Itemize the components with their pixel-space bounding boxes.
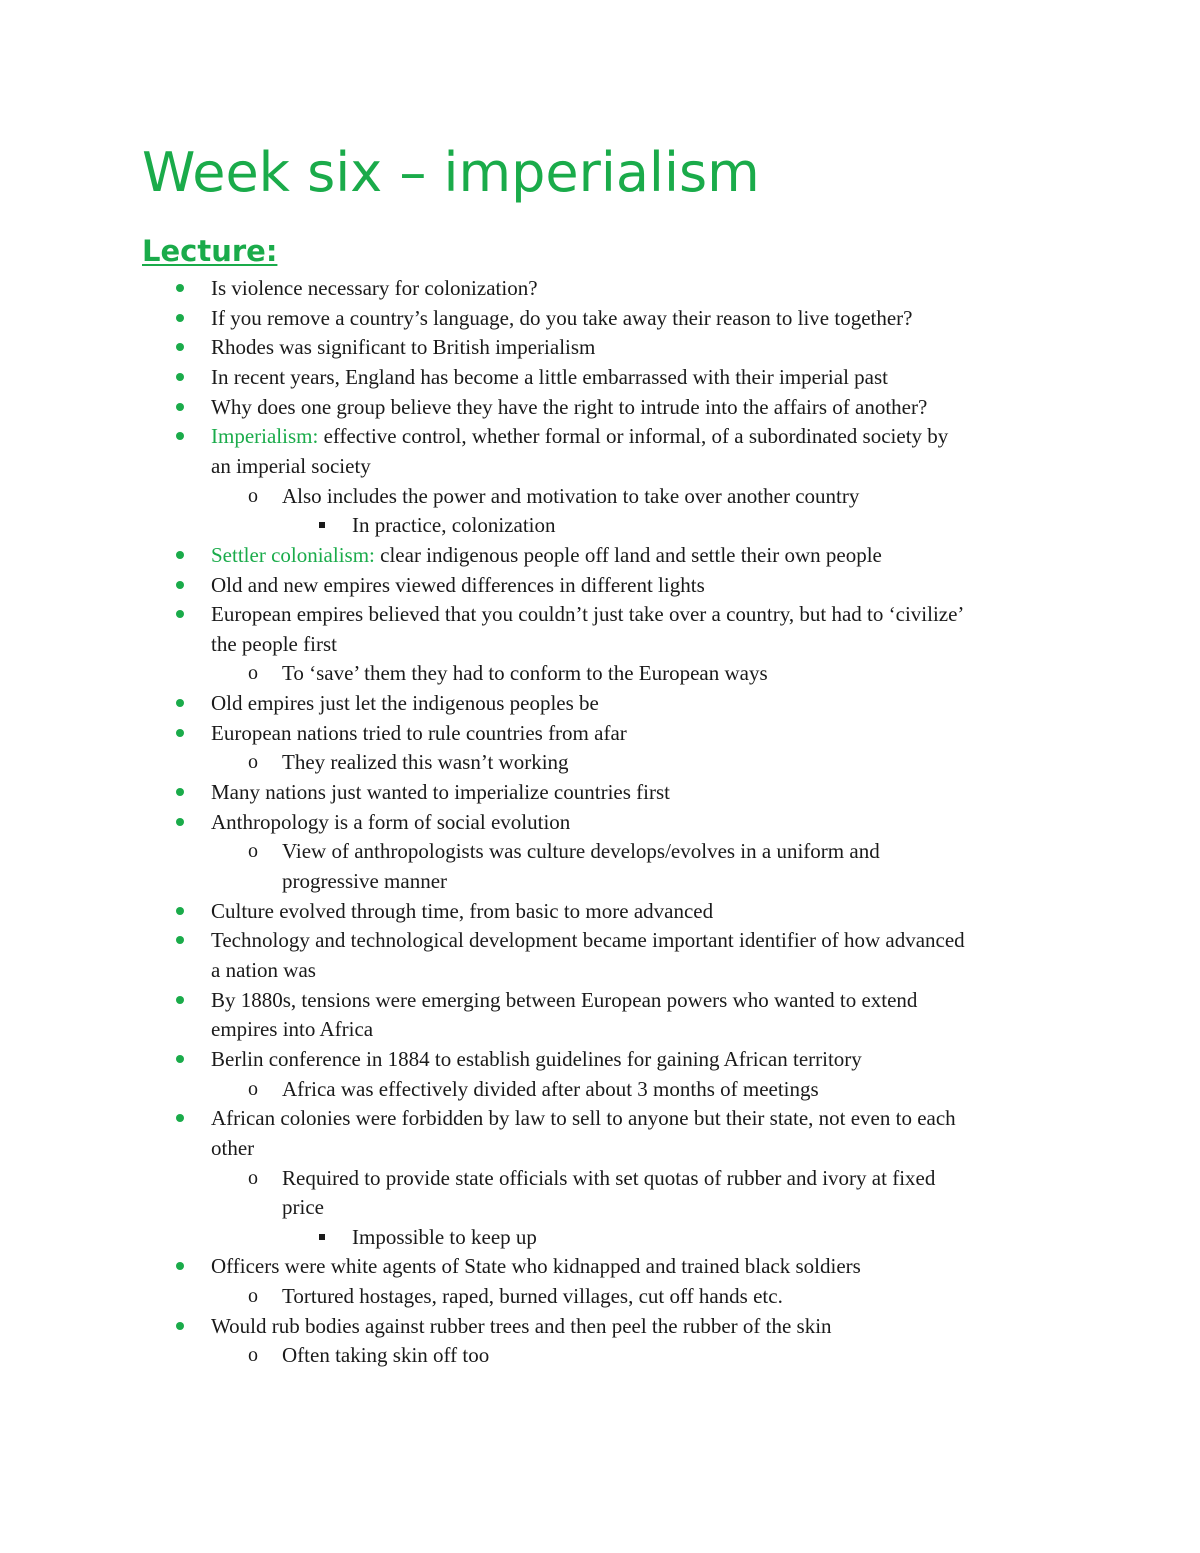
- list-item-text: Also includes the power and motivation to take over another country: [282, 483, 860, 508]
- bullet-circle-icon: o: [248, 662, 258, 685]
- list-item-text: African colonies were forbidden by law to sell to anyone but their state, not even to each: [211, 1106, 956, 1131]
- list-item: [211, 363, 888, 391]
- bullet-dot-icon: [176, 581, 184, 589]
- bullet-circle-icon: o: [248, 751, 258, 774]
- list-item: [211, 1312, 832, 1340]
- list-item: [211, 304, 913, 332]
- list-item-text: In recent years, England has become a little embarrassed with their imperial past: [211, 364, 888, 389]
- bullet-circle-icon: o: [248, 484, 258, 507]
- list-item: [282, 1164, 935, 1192]
- definition-term: Settler colonialism:: [211, 542, 375, 567]
- bullet-dot-icon: [176, 729, 184, 737]
- bullet-square-icon: [319, 1234, 325, 1240]
- page-title: Week six – imperialism: [142, 141, 760, 204]
- bullet-dot-icon: [176, 314, 184, 322]
- list-item-text: Many nations just wanted to imperialize countries first: [211, 780, 670, 805]
- bullet-dot-icon: [176, 551, 184, 559]
- list-item-continuation: a nation was: [211, 957, 316, 982]
- list-item: [211, 808, 570, 836]
- list-item: [211, 541, 882, 569]
- list-item-text: Berlin conference in 1884 to establish guidelines for gaining African territory: [211, 1046, 862, 1071]
- list-item-text: Is violence necessary for colonization?: [211, 276, 538, 300]
- list-item: [211, 897, 713, 925]
- bullet-dot-icon: [176, 818, 184, 826]
- list-item-text: Impossible to keep up: [352, 1224, 537, 1249]
- list-item: [211, 689, 599, 717]
- list-item: [282, 1282, 783, 1310]
- bullet-dot-icon: [176, 432, 184, 440]
- bullet-dot-icon: [176, 284, 184, 292]
- list-item-continuation: price: [282, 1195, 324, 1220]
- list-item-text: Technology and technological development became important identifier of how advanced: [211, 928, 965, 953]
- bullet-dot-icon: [176, 1114, 184, 1122]
- list-item-text: View of anthropologists was culture develops/evolves in a uniform and: [282, 839, 880, 864]
- list-item-text: European empires believed that you couldn’t just take over a country, but had to ‘civilize’: [211, 602, 965, 627]
- list-item-text: European nations tried to rule countries from afar: [211, 720, 627, 745]
- bullet-dot-icon: [176, 343, 184, 351]
- list-item: [211, 1045, 862, 1073]
- bullet-square-icon: [319, 522, 325, 528]
- list-item: [211, 600, 964, 628]
- bullet-dot-icon: [176, 1055, 184, 1063]
- list-item-continuation: an imperial society: [211, 453, 371, 478]
- list-item-text: Culture evolved through time, from basic to more advanced: [211, 898, 714, 923]
- list-item-text: Required to provide state officials with set quotas of rubber and ivory at fixed: [282, 1165, 936, 1190]
- list-item-text: If you remove a country’s language, do you take away their reason to live together?: [211, 305, 913, 330]
- list-item-text: Why does one group believe they have the right to intrude into the affairs of another?: [211, 394, 928, 419]
- list-item-text: Would rub bodies against rubber trees and then peel the rubber of the skin: [211, 1313, 832, 1338]
- list-item: [211, 986, 917, 1014]
- list-item-text: Anthropology is a form of social evolution: [211, 809, 571, 834]
- bullet-circle-icon: o: [248, 840, 258, 863]
- definition-term: Imperialism:: [211, 424, 319, 449]
- bullet-dot-icon: [176, 1322, 184, 1330]
- list-item: [211, 333, 595, 361]
- list-item-text: They realized this wasn’t working: [282, 750, 569, 775]
- list-item: [352, 511, 556, 539]
- section-heading-lecture: Lecture:: [142, 234, 278, 268]
- list-item-text: To ‘save’ them they had to conform to the European ways: [282, 661, 768, 686]
- list-item: [282, 748, 569, 776]
- list-item-text: clear indigenous people off land and settle their own people: [374, 542, 882, 567]
- bullet-dot-icon: [176, 373, 184, 381]
- list-item-text: In practice, colonization: [352, 513, 556, 538]
- bullet-circle-icon: o: [248, 1077, 258, 1100]
- list-item: [282, 1075, 819, 1103]
- bullet-dot-icon: [176, 788, 184, 796]
- list-item: [211, 393, 927, 421]
- bullet-dot-icon: [176, 936, 184, 944]
- bullet-circle-icon: o: [248, 1344, 258, 1367]
- bullet-dot-icon: [176, 699, 184, 707]
- list-item: [211, 1104, 956, 1132]
- list-item-continuation: empires into Africa: [211, 1017, 374, 1042]
- bullet-circle-icon: o: [248, 1166, 258, 1189]
- bullet-dot-icon: [176, 996, 184, 1004]
- list-item: [282, 1341, 489, 1369]
- list-item-continuation: other: [211, 1135, 255, 1160]
- bullet-circle-icon: o: [248, 1285, 258, 1308]
- list-item-text: Officers were white agents of State who kidnapped and trained black soldiers: [211, 1254, 861, 1279]
- list-item-text: Rhodes was significant to British imperialism: [211, 335, 596, 360]
- bullet-dot-icon: [176, 610, 184, 618]
- list-item: [211, 571, 705, 599]
- bullet-dot-icon: [176, 907, 184, 915]
- list-item-text: effective control, whether formal or informal, of a subordinated society by: [318, 424, 949, 449]
- list-item-text: By 1880s, tensions were emerging between European powers who wanted to extend: [211, 987, 918, 1012]
- list-item: [282, 482, 859, 510]
- list-item-text: Often taking skin off too: [282, 1343, 490, 1368]
- list-item: [211, 422, 948, 450]
- list-item-text: Africa was effectively divided after about 3 months of meetings: [282, 1076, 819, 1101]
- list-item-text: Tortured hostages, raped, burned villages, cut off hands etc.: [282, 1284, 783, 1309]
- list-item: [282, 659, 768, 687]
- list-item-text: Old empires just let the indigenous peoples be: [211, 691, 599, 716]
- list-item: [282, 837, 880, 865]
- list-item: [211, 274, 538, 302]
- list-item-text: Old and new empires viewed differences in different lights: [211, 572, 705, 597]
- list-item: [211, 719, 627, 747]
- bullet-dot-icon: [176, 403, 184, 411]
- list-item: [211, 926, 965, 954]
- list-item: [352, 1223, 537, 1251]
- bullet-dot-icon: [176, 1262, 184, 1270]
- list-item: [211, 778, 670, 806]
- list-item-continuation: the people first: [211, 631, 337, 656]
- list-item-continuation: progressive manner: [282, 869, 448, 893]
- list-item: [211, 1252, 861, 1280]
